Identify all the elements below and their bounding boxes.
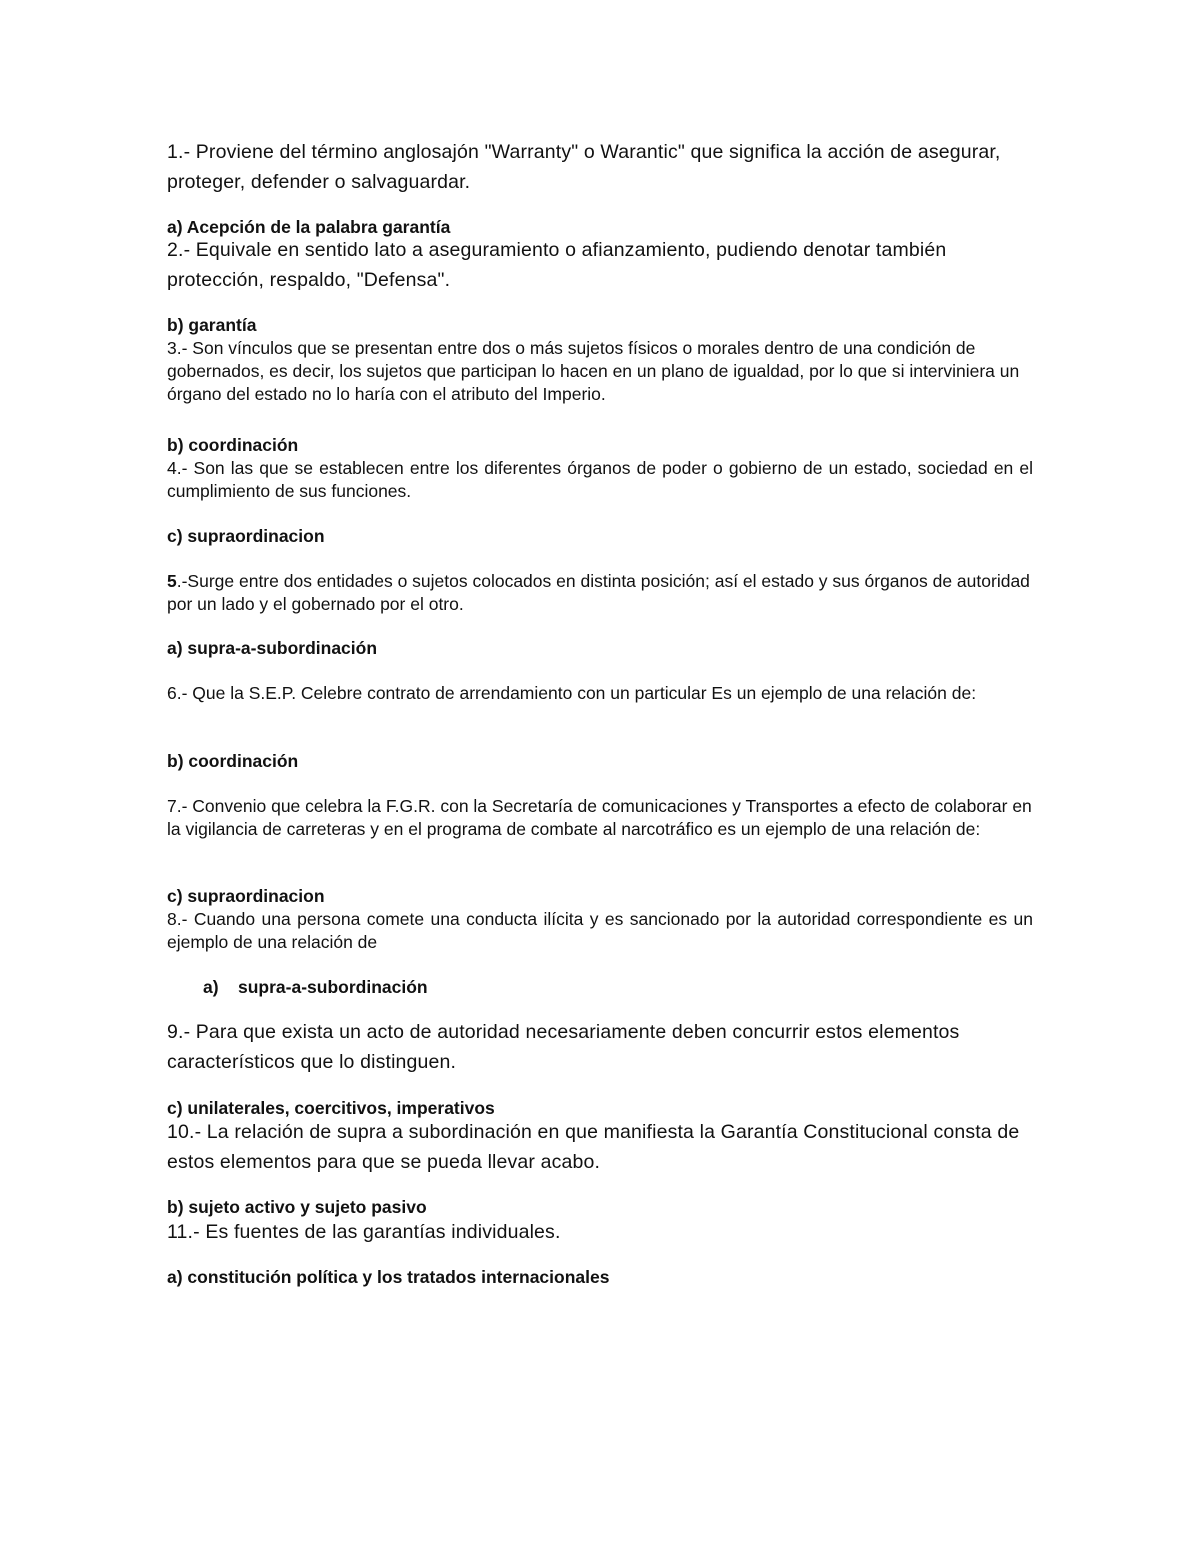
question-number: 9 [167, 1021, 178, 1043]
question-number: 1 [167, 141, 178, 163]
question-text: .- La relación de supra a subordinación en que manifiesta la Garantía Constitucional consta de estos elementos para que se pueda llevar acabo. [167, 1121, 1020, 1173]
question-text: .- Son vínculos que se presentan entre dos o más sujetos físicos o morales dentro de una condición de gobernados, es decir, los sujetos que participan lo hacen en un plano de igualdad, por lo que si interviniera un órgano del estado no lo haría con el atributo del Imperio. [167, 338, 1020, 404]
answer-8-marker: a) [203, 977, 219, 997]
answer-5: a) supra-a-subordinación [167, 638, 378, 658]
question-4 [167, 457, 1033, 503]
answer-8: supra-a-subordinación [238, 977, 428, 997]
answer-2: b) garantía [167, 315, 257, 335]
question-text: .-Surge entre dos entidades o sujetos colocados en distinta posición; así el estado y sus órganos de autoridad por un lado y el gobernado por el otro. [167, 571, 1030, 614]
question-3 [167, 337, 1033, 406]
question-number: 5 [167, 571, 177, 591]
answer-10: b) sujeto activo y sujeto pasivo [167, 1197, 427, 1217]
question-number: 11 [167, 1221, 188, 1243]
question-number: 3 [167, 338, 177, 358]
question-number: 10 [167, 1121, 189, 1143]
answer-6: b) coordinación [167, 751, 299, 771]
answer-9: c) unilaterales, coercitivos, imperativos [167, 1098, 495, 1118]
question-number: 6 [167, 683, 177, 703]
question-6 [167, 682, 1033, 705]
question-number: 4 [167, 458, 177, 478]
question-1 [167, 138, 1033, 197]
question-text: .- Para que exista un acto de autoridad necesariamente deben concurrir estos elementos característicos que lo distinguen. [167, 1021, 960, 1073]
question-number: 8 [167, 909, 177, 929]
answer-4: c) supraordinacion [167, 526, 325, 546]
question-text: .- Son las que se establecen entre los diferentes órganos de poder o gobierno de un estado, sociedad en el cumplimiento de sus funciones. [167, 458, 1033, 501]
question-text: .- Es fuentes de las garantías individuales. [187, 1221, 561, 1243]
question-7 [167, 795, 1033, 841]
question-text: .- Equivale en sentido lato a aseguramiento o afianzamiento, pudiendo denotar también protección, respaldo, "Defensa". [167, 239, 947, 291]
question-text: .- Proviene del término anglosajón "Warranty" o Warantic" que significa la acción de asegurar, proteger, defender o salvaguardar. [167, 141, 1001, 193]
answer-7: c) supraordinacion [167, 886, 325, 906]
question-9 [167, 1018, 1033, 1077]
question-text: .- Cuando una persona comete una conducta ilícita y es sancionado por la autoridad correspondiente es un ejemplo de una relación de [167, 909, 1033, 952]
answer-3: b) coordinación [167, 435, 299, 455]
answer-1: a) Acepción de la palabra garantía [167, 217, 451, 237]
question-2 [167, 236, 1033, 295]
question-text: .- Que la S.E.P. Celebre contrato de arrendamiento con un particular Es un ejemplo de una relación de: [176, 683, 977, 703]
question-number: 7 [167, 796, 177, 816]
question-text: .- Convenio que celebra la F.G.R. con la Secretaría de comunicaciones y Transportes a efecto de colaborar en la vigilancia de carreteras y en el programa de combate al narcotráfico es un ejemplo de una relación de: [167, 796, 1032, 839]
question-number: 2 [167, 239, 178, 261]
question-5 [167, 570, 1033, 616]
question-8 [167, 908, 1033, 954]
question-10 [167, 1118, 1033, 1177]
answer-11: a) constitución política y los tratados internacionales [167, 1267, 610, 1287]
question-11 [167, 1218, 1033, 1248]
